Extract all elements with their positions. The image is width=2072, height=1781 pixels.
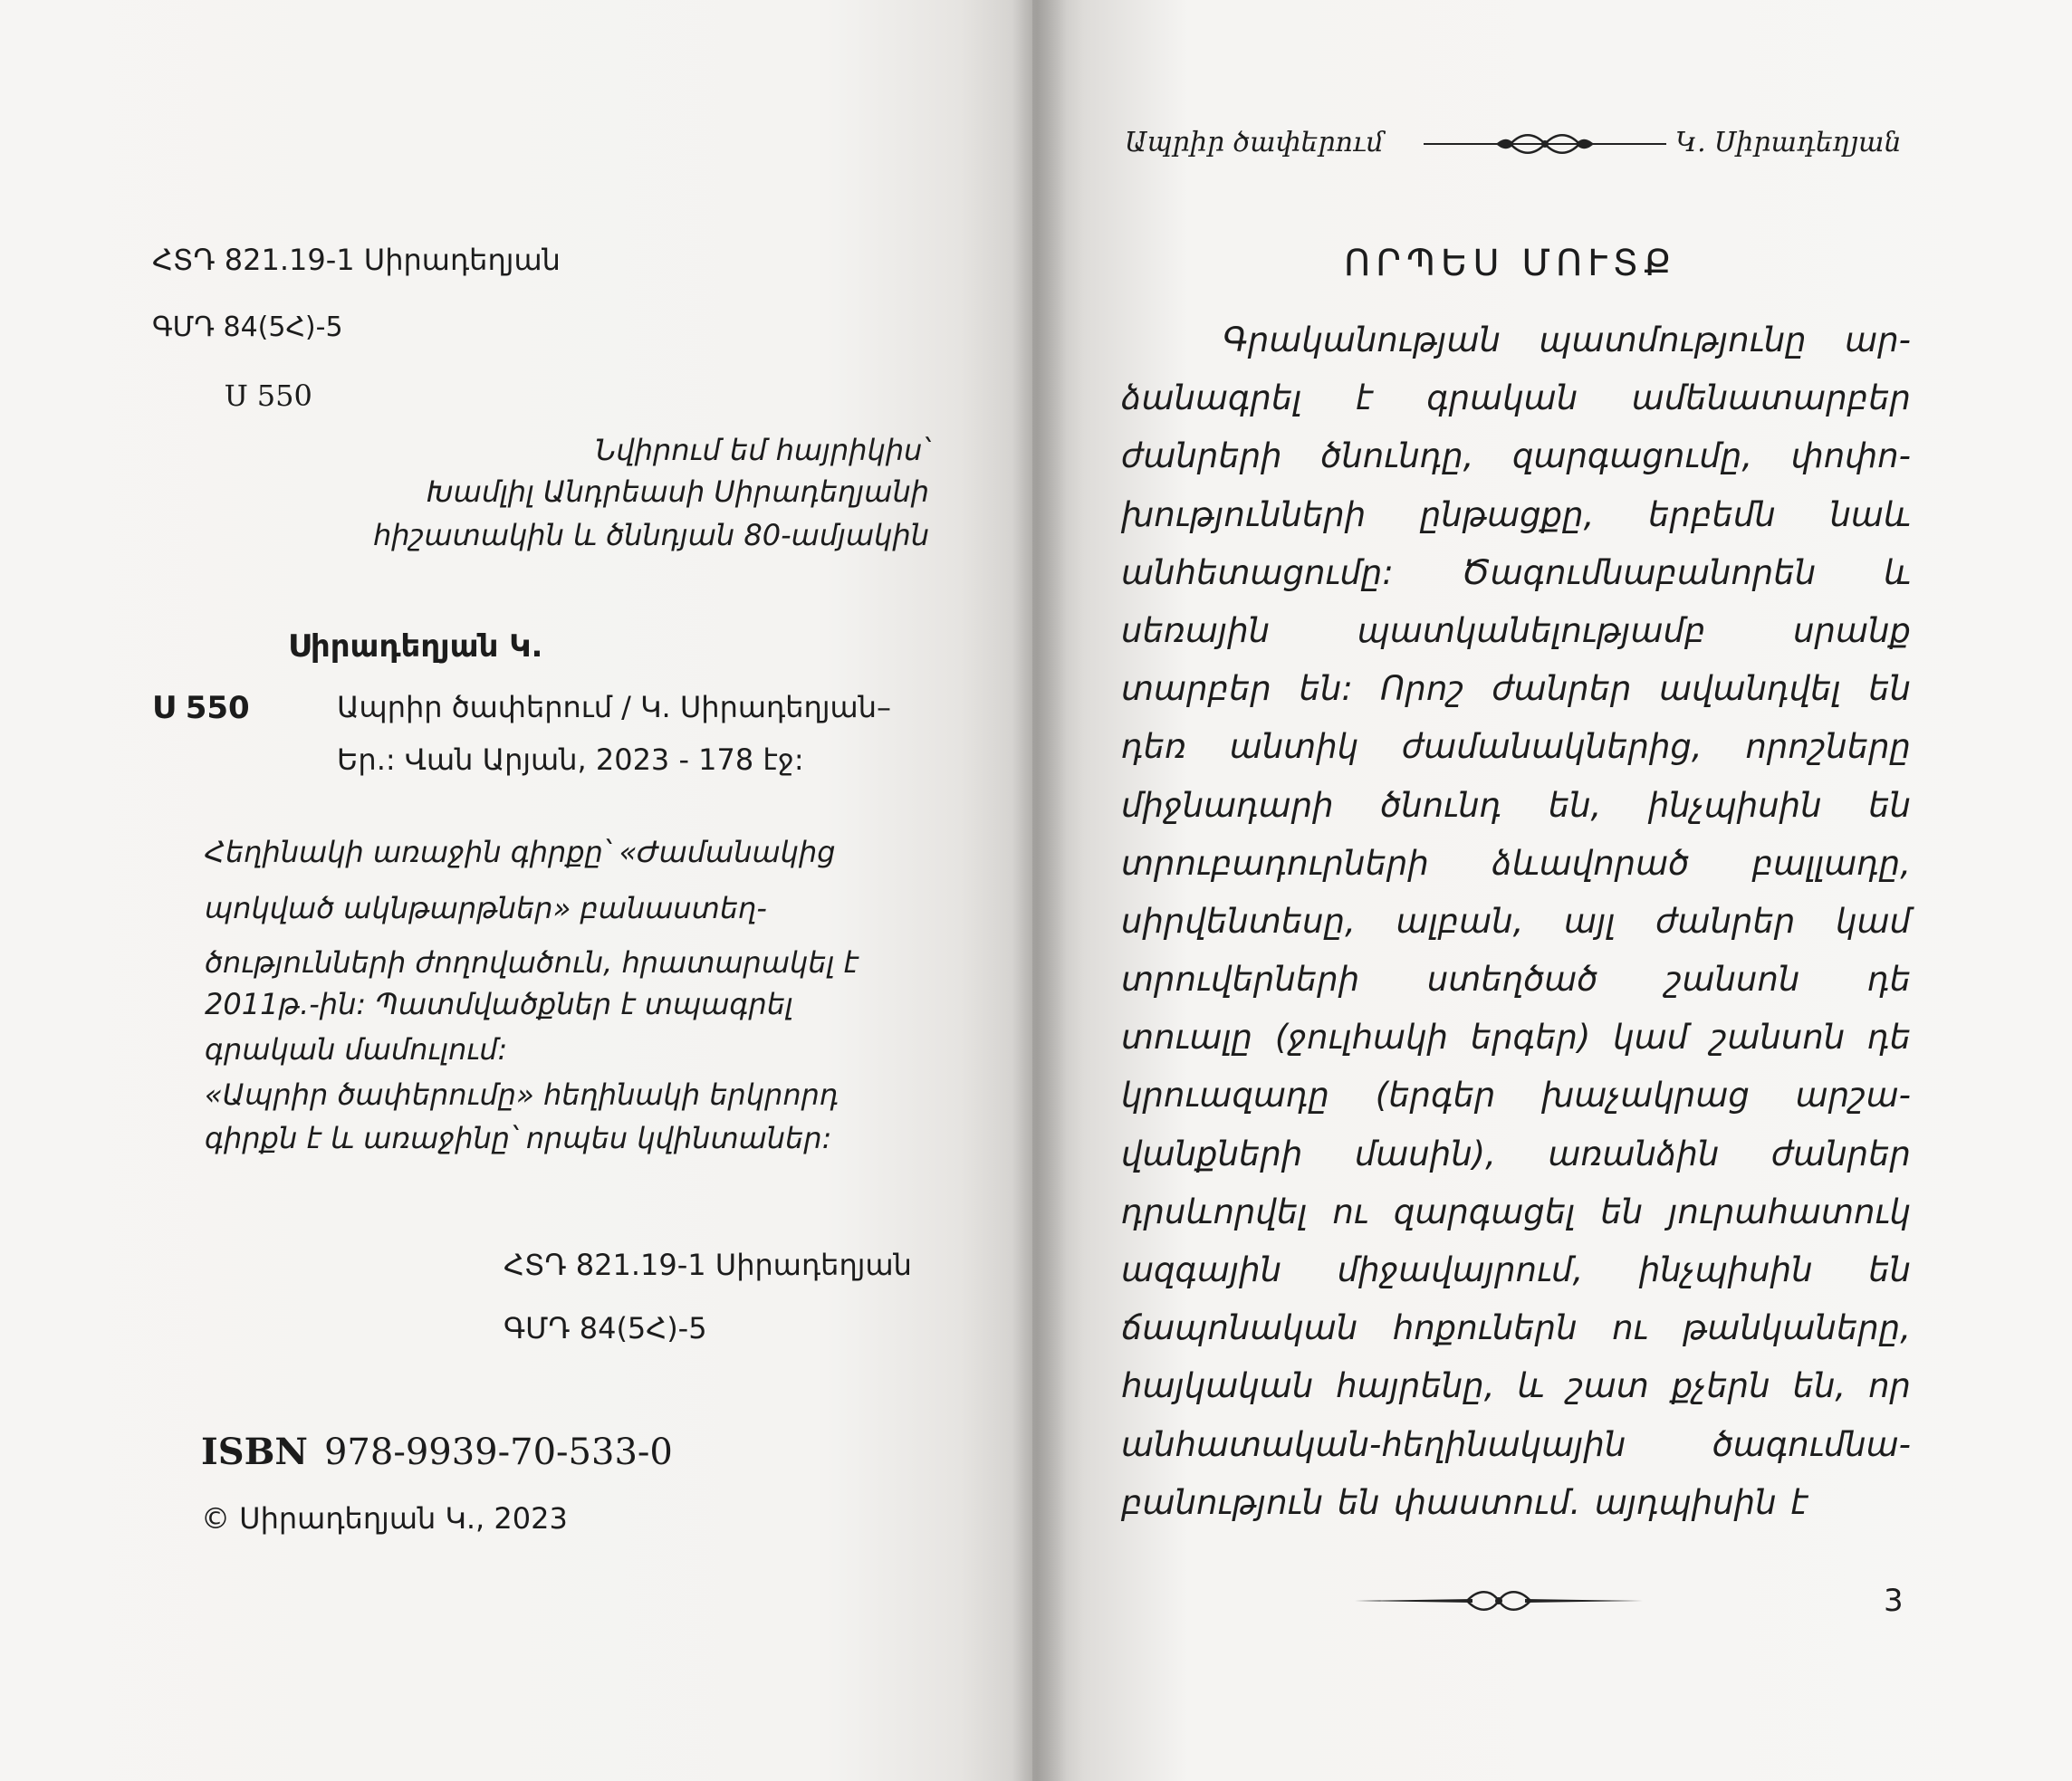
- body-line: դրսևորվել ու զարգացել են յուրահատուկ: [1121, 1192, 1911, 1231]
- body-line: բանություն են փաստում. այդպիսին է: [1121, 1482, 1808, 1522]
- flourish-ornament-icon: [1424, 129, 1666, 159]
- publication-info: Եր.: Վան Արյան, 2023 - 178 էջ:: [337, 742, 804, 777]
- bbk-classification: ԳՄԴ 84(5Հ)-5: [152, 311, 343, 343]
- flourish-ornament-icon: [1355, 1585, 1643, 1617]
- about-author-line: պոկված ակնթարթներ» բանաստեղ-: [205, 891, 767, 925]
- body-line: հայկական հայրենը, և շատ քչերն են, որ: [1121, 1366, 1911, 1406]
- udc-classification-repeat: ՀՏԴ 821.19-1 Սիրադեղյան: [504, 1248, 912, 1282]
- body-line: Գրականության պատմությունը ար-: [1223, 321, 1911, 359]
- body-line: տուալը (ջուլհակի երգեր) կամ շանսոն դե: [1121, 1018, 1911, 1058]
- body-line: կրուազադը (երգեր խաչակրաց արշա-: [1121, 1076, 1911, 1116]
- body-line: ազգային միջավայրում, ինչպիսին են: [1121, 1250, 1911, 1289]
- body-line: խությունների ընթացքը, երբեմն նաև: [1121, 494, 1911, 534]
- body-line: անհատական-հեղինակային ծագումնա-: [1121, 1424, 1911, 1464]
- isbn-label: ISBN: [201, 1431, 308, 1473]
- author-code-bold: Ս 550: [152, 690, 250, 726]
- dedication-line: Խամլիլ Անդրեասի Սիրադեղյանի: [427, 474, 929, 509]
- body-line: սեռային պատկանելությամբ սրանք: [1121, 610, 1911, 650]
- running-header-title: Ապրիր ծափերում: [1125, 127, 1384, 158]
- body-line: ժանրերի ծնունդը, զարգացումը, փոփո-: [1121, 436, 1911, 476]
- about-author-line: Հեղինակի առաջին գիրքը՝ «Ժամանակից: [205, 835, 836, 869]
- body-line: տրուբադուրների ձևավորած բալլադը,: [1121, 843, 1911, 883]
- isbn: [201, 1431, 673, 1473]
- body-line: տարբեր են: Որոշ ժանրեր ավանդվել են: [1121, 669, 1911, 709]
- body-line: ճապոնական հոքուներն ու թանկաները,: [1121, 1308, 1911, 1348]
- body-line: ձանագրել է գրական ամենատարբեր: [1121, 378, 1911, 418]
- dedication-line: հիշատակին և ծննդյան 80-ամյակին: [372, 518, 929, 552]
- page-number: 3: [1884, 1583, 1904, 1619]
- udc-classification: ՀՏԴ 821.19-1 Սիրադեղյան: [152, 243, 561, 277]
- body-line: միջնադարի ծնունդ են, ինչպիսին են: [1121, 785, 1911, 825]
- chapter-title: ՈՐՊԵՍ ՄՈՒՏՔ: [1344, 243, 1677, 284]
- body-line: սիրվենտեսը, ալբան, այլ ժանրեր կամ: [1121, 901, 1911, 941]
- copyright-notice: © Սիրադեղյան Կ., 2023: [201, 1501, 568, 1536]
- author-code: Ս 550: [225, 378, 312, 413]
- about-author-line: «Ապրիր ծափերումը» հեղինակի երկրորդ: [205, 1077, 839, 1112]
- body-line: անհետացումը: Ծագումնաբանորեն և: [1121, 552, 1911, 592]
- about-author-line: գրական մամուլում:: [205, 1032, 508, 1067]
- book-gutter: [1012, 0, 1067, 1781]
- body-line: դեռ անտիկ ժամանակներից, որոշները: [1121, 727, 1911, 767]
- about-author-line: գիրքն է և առաջինը՝ որպես կվինտաներ:: [205, 1121, 832, 1155]
- dedication-line: Նվիրում եմ հայրիկիս՝: [595, 433, 929, 467]
- bibliographic-title: Ապրիր ծափերում / Կ. Սիրադեղյան–: [337, 690, 891, 724]
- bbk-classification-repeat: ԳՄԴ 84(5Հ)-5: [504, 1311, 707, 1345]
- about-author-line: ծությունների ժողովածուն, հրատարակել է: [205, 945, 859, 980]
- about-author-line: 2011թ.-ին: Պատմվածքներ է տպագրել: [205, 987, 793, 1021]
- author-name: Սիրադեղյան Կ.: [288, 628, 543, 665]
- body-text: [1121, 311, 1911, 1532]
- body-line: տրուվերների ստեղծած շանսոն դե: [1121, 960, 1911, 1000]
- body-line: վանքների մասին), առանձին ժանրեր: [1121, 1134, 1911, 1173]
- isbn-value: 978-9939-70-533-0: [323, 1432, 673, 1473]
- running-header-author: Կ. Սիրադեղյան: [1675, 127, 1902, 158]
